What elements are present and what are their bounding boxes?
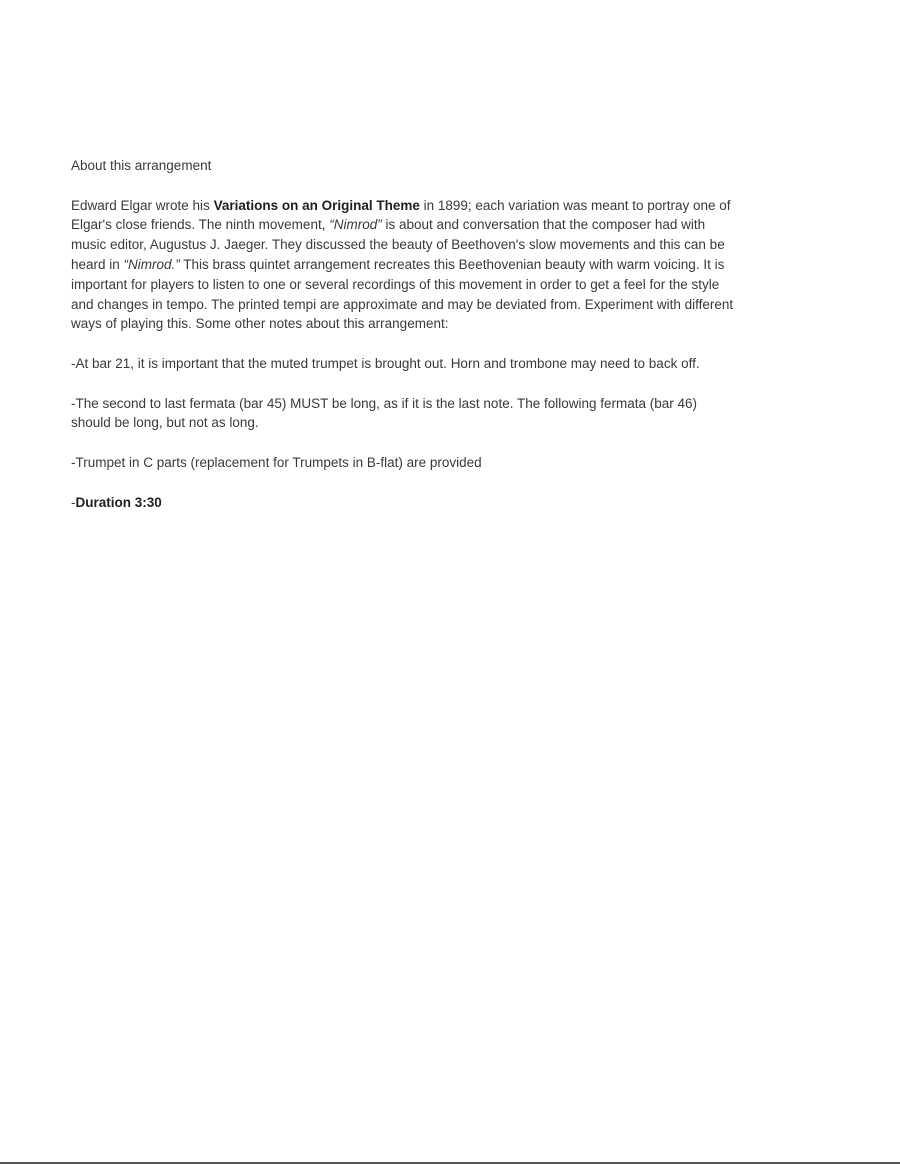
spacer [71,374,736,394]
intro-text-3: is about and conversation that the composer had with music editor, Augustus J. Jaeger. They discussed the beauty of Beethoven's slow movements and this can be heard in [71,217,725,272]
movement-name-2: “Nimrod.” [123,256,180,272]
page-content [71,156,736,512]
duration-label: Duration 3:30 [75,494,162,510]
intro-text-1: Edward Elgar wrote his [71,197,214,213]
intro-paragraph [71,196,736,335]
spacer [71,433,736,453]
section-heading: About this arrangement [71,158,212,173]
duration-line [71,493,736,513]
spacer [71,176,736,196]
note-muted-trumpet: -At bar 21, it is important that the muted trumpet is brought out. Horn and trombone may need to back off. [71,355,700,371]
intro-text-4: This brass quintet arrangement recreates this Beethovenian beauty with warm voicing. It is important for players to listen to one or several recordings of this movement in order to get a feel for the style and changes in tempo. The printed tempi are approximate and may be deviated from. Experiment with different ways of playing this. Some other notes about this arrangement: [71,256,734,332]
movement-name: “Nimrod” [329,217,382,233]
intro-text-2: in 1899; each variation was meant to portray one of Elgar's close friends. The ninth movement, [71,197,731,233]
work-title: Variations on an Original Theme [213,197,420,213]
duration-prefix: - [71,494,76,510]
note-trumpet-in-c: -Trumpet in C parts (replacement for Trumpets in B-flat) are provided [71,454,482,470]
spacer [71,334,736,354]
note-fermata: -The second to last fermata (bar 45) MUST be long, as if it is the last note. The following fermata (bar 46) should be long, but not as long. [71,395,698,431]
spacer [71,473,736,493]
